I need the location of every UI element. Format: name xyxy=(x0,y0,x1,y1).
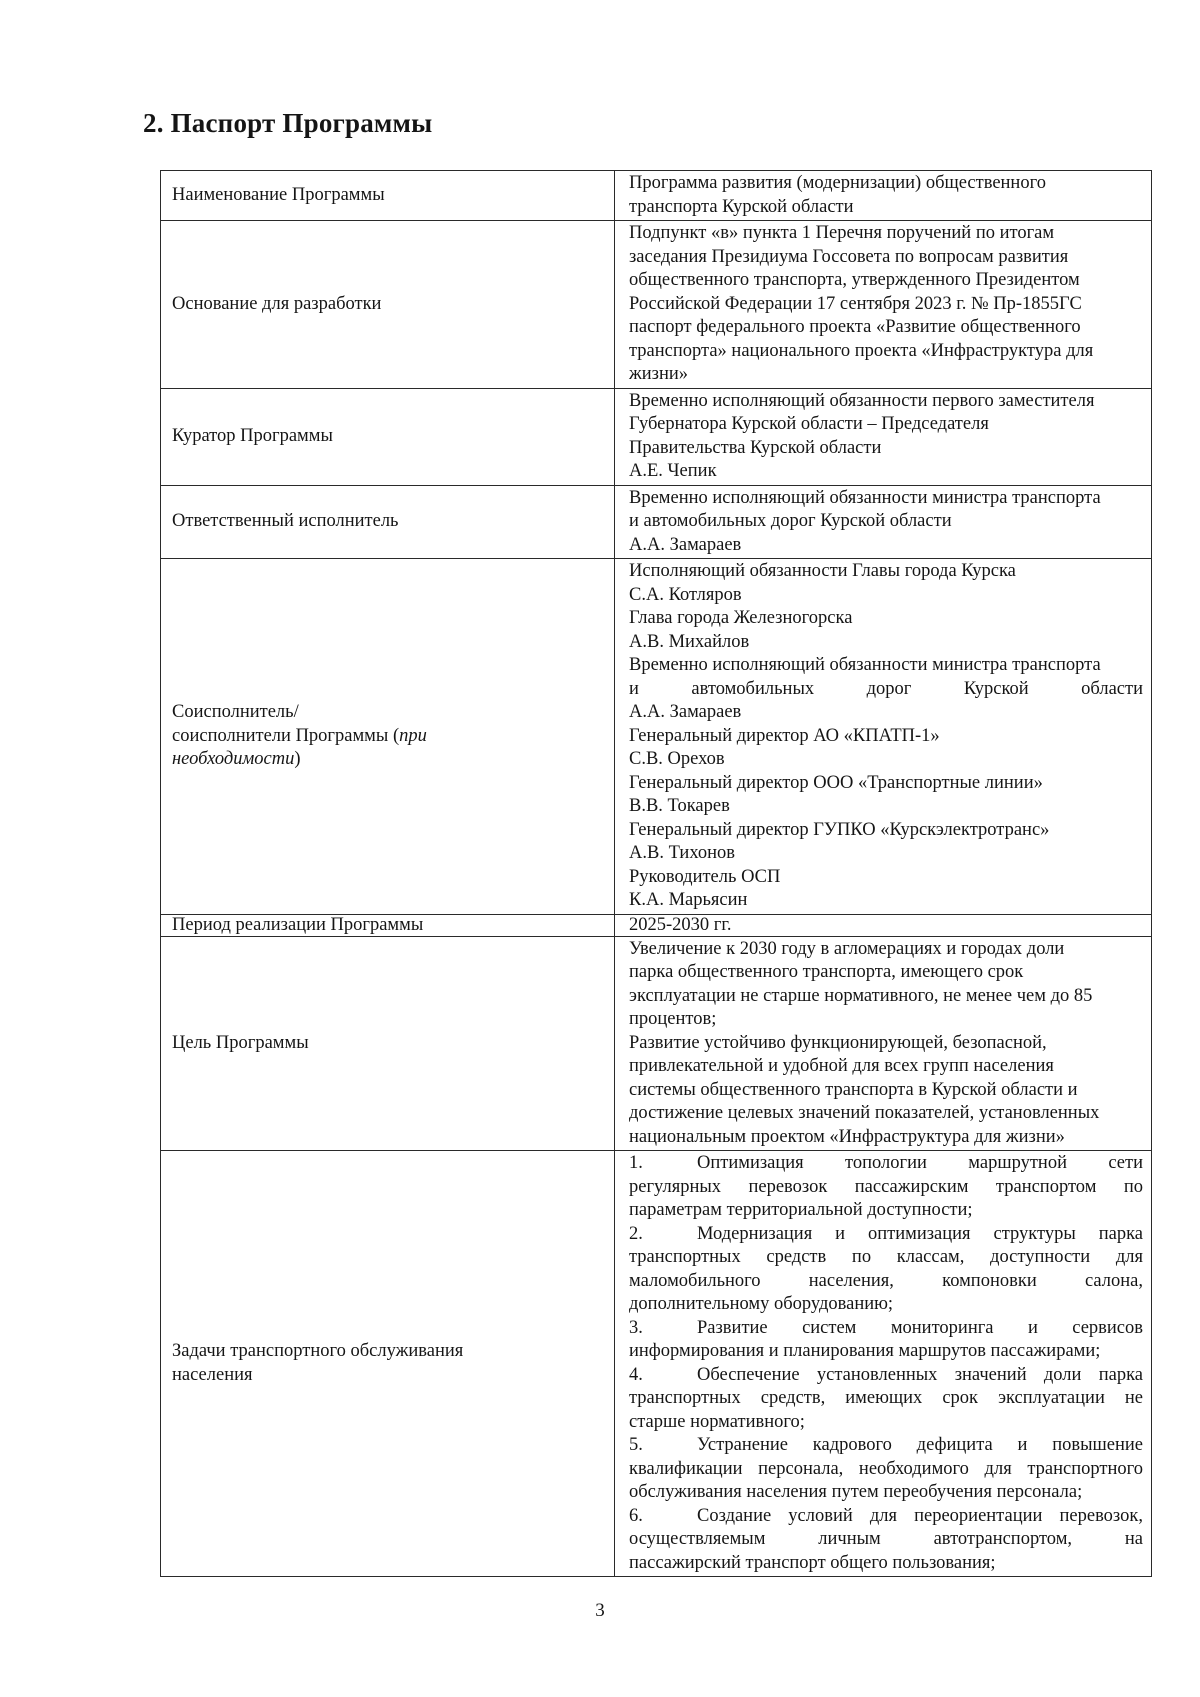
task-line: осуществляемым личным автотранспортом, на xyxy=(629,1529,1143,1549)
label-text: соисполнители Программы ( xyxy=(172,725,400,746)
row-label xyxy=(161,559,615,915)
value-line: парка общественного транспорта, имеющего срок xyxy=(629,962,1024,982)
page-number: 3 xyxy=(595,1600,605,1621)
value-line: Губернатора Курской области – Председателя xyxy=(629,414,989,434)
label-line xyxy=(172,725,606,749)
task-line: маломобильного населения, компоновки салона, xyxy=(629,1270,1143,1291)
value-line: паспорт федерального проекта «Развитие общественного xyxy=(629,317,1081,337)
value-line: Развитие устойчиво функционирующей, безопасной, xyxy=(629,1032,1047,1053)
table-row-program-name xyxy=(161,171,1152,221)
value-line: и автомобильных дорог Курской области xyxy=(629,511,952,531)
value-line: общественного транспорта, утвержденного Президентом xyxy=(629,270,1080,290)
table-row-curator xyxy=(161,388,1152,485)
row-label xyxy=(161,388,615,485)
task-text: Оптимизация топологии маршрутной сети xyxy=(697,1153,1143,1173)
row-label xyxy=(161,914,615,936)
label-line xyxy=(172,748,606,772)
label-line: Ответственный исполнитель xyxy=(172,511,399,531)
row-value xyxy=(615,171,1152,221)
task-first-line xyxy=(629,1364,1143,1388)
row-value xyxy=(615,221,1152,389)
task-number: 4. xyxy=(629,1364,643,1385)
value-line: Увеличение к 2030 году в агломерациях и городах доли xyxy=(629,938,1065,959)
value-line: Глава города Железногорска xyxy=(629,608,853,628)
page-title: 2. Паспорт Программы xyxy=(143,108,433,138)
value-line: С.А. Котляров xyxy=(629,584,742,605)
task-number: 5. xyxy=(629,1435,643,1455)
row-label xyxy=(161,485,615,559)
value-line: 2025-2030 гг. xyxy=(629,914,732,935)
row-label xyxy=(161,171,615,221)
value-line: эксплуатации не старше нормативного, не менее чем до 85 xyxy=(629,985,1093,1006)
label-italic-text: при xyxy=(399,725,427,746)
value-line: Временно исполняющий обязанности министра транспорта xyxy=(629,655,1101,675)
table-row-co-executors xyxy=(161,559,1152,915)
label-line: Задачи транспортного обслуживания xyxy=(172,1341,464,1361)
value-line: системы общественного транспорта в Курской области и xyxy=(629,1079,1078,1100)
task-number: 3. xyxy=(629,1317,643,1338)
label-line: Цель Программы xyxy=(172,1032,309,1053)
task-number: 2. xyxy=(629,1223,643,1244)
value-line: транспорта» национального проекта «Инфраструктура для xyxy=(629,340,1094,361)
label-line: Соисполнитель/ xyxy=(172,702,299,722)
task-first-line xyxy=(629,1434,1143,1458)
task-text: Устранение кадрового дефицита и повышение xyxy=(697,1435,1143,1455)
label-line: Куратор Программы xyxy=(172,425,333,446)
task-first-line xyxy=(629,1223,1143,1247)
value-line: Исполняющий обязанности Главы города Курска xyxy=(629,561,1016,581)
value-line: Российской Федерации 17 сентября 2023 г. № Пр-1855ГС xyxy=(629,293,1082,314)
value-line: В.В. Токарев xyxy=(629,796,730,816)
value-line: Временно исполняющий обязанности первого заместителя xyxy=(629,390,1095,411)
label-italic-text: необходимости xyxy=(172,749,295,769)
row-value xyxy=(615,485,1152,559)
value-line: транспорта Курской области xyxy=(629,196,854,217)
value-line: Программа развития (модернизации) общественного xyxy=(629,173,1046,193)
label-line: населения xyxy=(172,1364,253,1385)
value-line: Генеральный директор АО «КПАТП-1» xyxy=(629,725,940,746)
table-row-tasks xyxy=(161,1151,1152,1577)
label-line: Период реализации Программы xyxy=(172,914,424,935)
task-line: обслуживания населения путем переобучения персонала; xyxy=(629,1482,1083,1502)
table-row-responsible-executor xyxy=(161,485,1152,559)
task-line: транспортных средств, имеющих срок эксплуатации не xyxy=(629,1388,1143,1408)
task-number: 1. xyxy=(629,1153,643,1173)
value-line: национальным проектом «Инфраструктура для жизни» xyxy=(629,1126,1065,1147)
row-value xyxy=(615,388,1152,485)
value-line: А.А. Замараев xyxy=(629,702,742,722)
task-line: пассажирский транспорт общего пользования; xyxy=(629,1552,996,1573)
value-line: достижение целевых значений показателей, установленных xyxy=(629,1103,1100,1123)
row-label xyxy=(161,1151,615,1577)
task-first-line xyxy=(629,1505,1143,1529)
value-line: К.А. Марьясин xyxy=(629,890,748,910)
value-line: А.В. Михайлов xyxy=(629,631,750,652)
value-line: А.Е. Чепик xyxy=(629,461,717,481)
task-line: регулярных перевозок пассажирским транспортом по xyxy=(629,1176,1143,1197)
value-line: Временно исполняющий обязанности министра транспорта xyxy=(629,487,1101,508)
value-line: Руководитель ОСП xyxy=(629,866,781,887)
row-value xyxy=(615,1151,1152,1577)
task-text: Создание условий для переориентации перевозок, xyxy=(697,1505,1143,1526)
table-row-goal xyxy=(161,936,1152,1151)
task-line: информирования и планирования маршрутов пассажирами; xyxy=(629,1341,1101,1361)
row-label xyxy=(161,221,615,389)
task-line: старше нормативного; xyxy=(629,1411,805,1432)
task-number: 6. xyxy=(629,1505,643,1526)
value-line: С.В. Орехов xyxy=(629,749,725,769)
task-first-line xyxy=(629,1317,1143,1341)
task-line: квалификации персонала, необходимого для транспортного xyxy=(629,1458,1143,1479)
value-line: Правительства Курской области xyxy=(629,437,882,458)
value-line: жизни» xyxy=(629,364,689,384)
task-text: Обеспечение установленных значений доли парка xyxy=(697,1364,1143,1385)
row-value xyxy=(615,936,1152,1151)
task-text: Модернизация и оптимизация структуры парка xyxy=(697,1223,1143,1244)
row-label xyxy=(161,936,615,1151)
label-text: ) xyxy=(294,749,301,769)
task-text: Развитие систем мониторинга и сервисов xyxy=(697,1317,1143,1338)
label-line: Наименование Программы xyxy=(172,184,385,205)
value-line: А.В. Тихонов xyxy=(629,843,735,863)
row-value xyxy=(615,914,1152,936)
value-line: заседания Президиума Госсовета по вопросам развития xyxy=(629,246,1069,267)
value-line: Подпункт «в» пункта 1 Перечня поручений по итогам xyxy=(629,223,1055,243)
task-line: дополнительному оборудованию; xyxy=(629,1294,894,1314)
value-line: привлекательной и удобной для всех групп населения xyxy=(629,1056,1054,1076)
row-value xyxy=(615,559,1152,915)
table-row-basis xyxy=(161,221,1152,389)
program-passport-table xyxy=(160,170,1152,1577)
task-first-line xyxy=(629,1152,1143,1176)
label-line: Основание для разработки xyxy=(172,293,382,314)
value-line: Генеральный директор ООО «Транспортные линии» xyxy=(629,772,1043,793)
task-line: транспортных средств по классам, доступности для xyxy=(629,1247,1143,1267)
value-line: и автомобильных дорог Курской области xyxy=(629,678,1143,699)
task-line: параметрам территориальной доступности; xyxy=(629,1200,973,1220)
value-line: процентов; xyxy=(629,1009,717,1029)
value-line: Генеральный директор ГУПКО «Курскэлектротранс» xyxy=(629,819,1050,840)
value-line: А.А. Замараев xyxy=(629,534,742,555)
table-row-period xyxy=(161,914,1152,936)
